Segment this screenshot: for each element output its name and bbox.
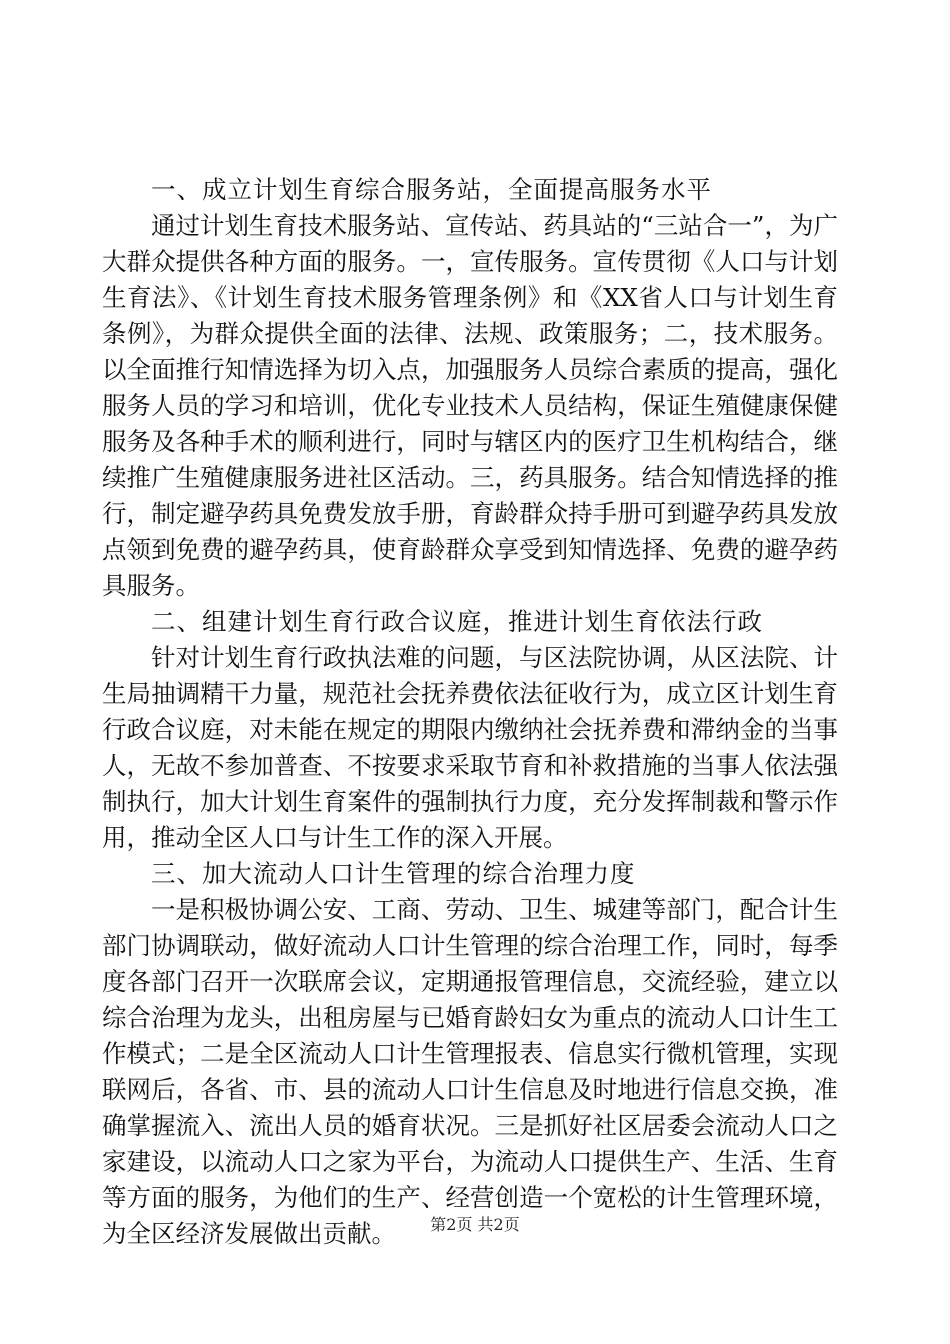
section-3-heading: 三、加大流动人口计生管理的综合治理力度	[151, 859, 636, 888]
section-3-paragraph: 一是积极协调公安、工商、劳动、卫生、城建等部门，配合计生部门协调联动，做好流动人口计生管理的综合治理工作，同时，每季度各部门召开一次联席会议，定期通报管理信息，交流经验，建立以综合治理为龙头，出租房屋与已婚育龄妇女为重点的流动人口计生工作模式；二是全区流动人口计生管理报表、信息实行微机管理，实现联网后，各省、市、县的流动人口计生信息及时地进行信息交换，准确掌握流入、流出人员的婚育状况。三是抓好社区居委会流动人口之家建设，以流动人口之家为平台，为流动人口提供生产、生活、生育等方面的服务，为他们的生产、经营创造一个宽松的计生管理环境，为全区经济发展做出贡献。	[102, 895, 838, 1248]
document-body	[102, 172, 838, 1252]
section-2-heading: 二、组建计划生育行政合议庭，推进计划生育依法行政	[151, 607, 763, 636]
section-2-paragraph: 针对计划生育行政执法难的问题，与区法院协调，从区法院、计生局抽调精干力量，规范社会抚养费依法征收行为，成立区计划生育行政合议庭，对未能在规定的期限内缴纳社会抚养费和滞纳金的当事人，无故不参加普查、不按要求采取节育和补救措施的当事人依法强制执行，加大计划生育案件的强制执行力度，充分发挥制裁和警示作用，推动全区人口与计生工作的深入开展。	[102, 643, 838, 852]
page-number-footer: 第2页 共2页	[430, 1215, 520, 1234]
section-1-heading: 一、成立计划生育综合服务站，全面提高服务水平	[151, 175, 712, 204]
section-1-paragraph: 通过计划生育技术服务站、宣传站、药具站的“三站合一”，为广大群众提供各种方面的服务。一，宣传服务。宣传贯彻《人口与计划生育法》、《计划生育技术服务管理条例》和《XX省人口与计划生育条例》，为群众提供全面的法律、法规、政策服务；二，技术服务。以全面推行知情选择为切入点，加强服务人员综合素质的提高，强化服务人员的学习和培训，优化专业技术人员结构，保证生殖健康保健服务及各种手术的顺利进行，同时与辖区内的医疗卫生机构结合，继续推广生殖健康服务进社区活动。三，药具服务。结合知情选择的推行，制定避孕药具免费发放手册，育龄群众持手册可到避孕药具发放点领到免费的避孕药具，使育龄群众享受到知情选择、免费的避孕药具服务。	[102, 211, 838, 600]
